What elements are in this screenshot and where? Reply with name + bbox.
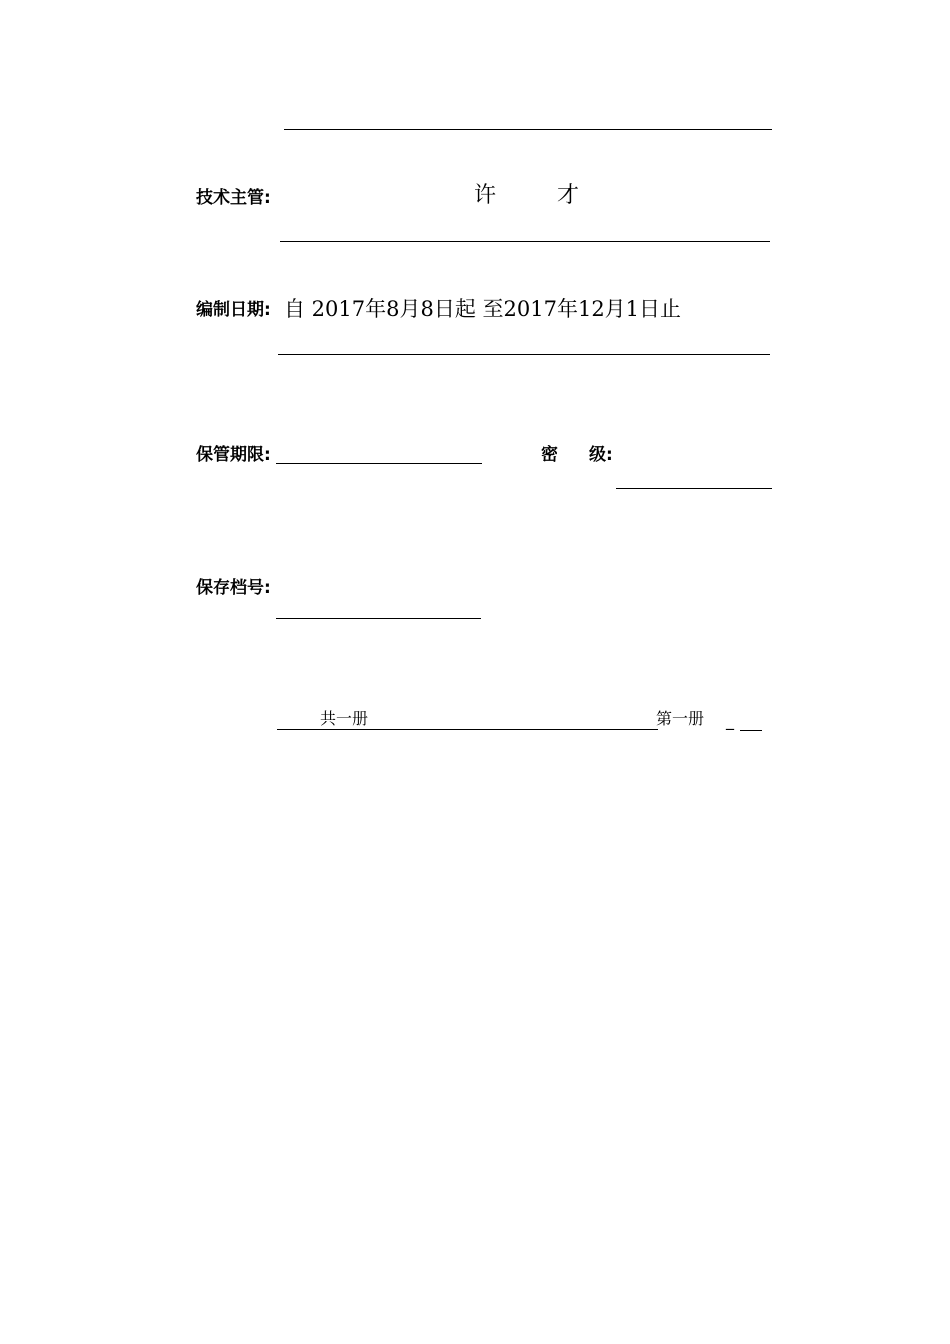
volume-current-underline [740, 730, 762, 731]
volume-current-blank: _ [726, 711, 734, 730]
security-level-label-first: 密 [541, 445, 558, 465]
volume-total: 共一册 [320, 709, 369, 728]
security-level-underline [616, 488, 772, 489]
supervisor-name-second: 才 [557, 183, 580, 208]
supervisor-label: 技术主管: [196, 188, 271, 208]
volume-current: 第一册 [656, 709, 705, 728]
compile-date-value: 自 2017年8月8日起 至2017年12月1日止 [284, 297, 682, 321]
compile-date-underline [278, 354, 770, 355]
top-rule [284, 129, 772, 130]
retention-period-label: 保管期限: [196, 445, 271, 465]
retention-period-underline [276, 463, 482, 464]
archive-number-label: 保存档号: [196, 578, 271, 598]
compile-date-label: 编制日期: [196, 300, 271, 320]
volume-underline [277, 729, 658, 730]
archive-number-underline [276, 618, 481, 619]
supervisor-name-first: 许 [474, 183, 497, 208]
security-level-label-second: 级: [589, 445, 613, 465]
supervisor-underline [280, 241, 770, 242]
